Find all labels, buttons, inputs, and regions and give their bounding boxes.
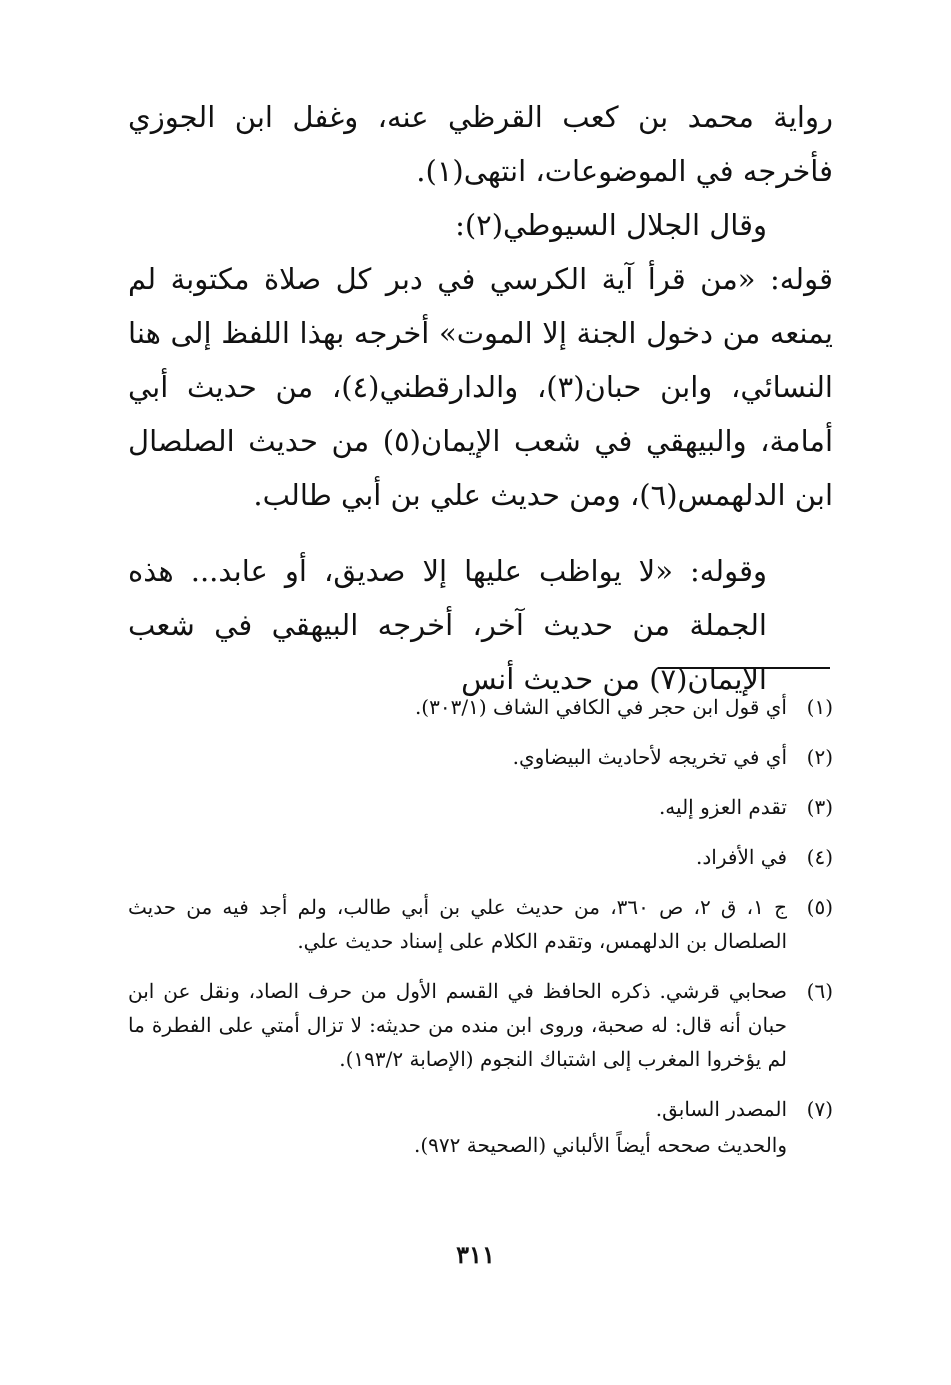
- footnotes: [128, 690, 833, 1162]
- footnote-item: [128, 974, 833, 1076]
- footnote-continuation: والحديث صححه أيضاً الألباني (الصحيحة ٩٧٢).: [414, 1133, 787, 1157]
- footnote-separator: [658, 667, 830, 669]
- footnote-text: تقدم العزو إليه.: [658, 795, 787, 819]
- paragraph: رواية محمد بن كعب القرظي عنه، وغفل ابن الجوزي فأخرجه في الموضوعات، انتهى(١).: [128, 100, 833, 188]
- footnote-number: (٢): [806, 745, 833, 769]
- footnote-number: (٧): [806, 1097, 833, 1121]
- footnote-number: (٣): [806, 795, 833, 819]
- footnote-text: ج ١، ق ٢، ص ٣٦٠، من حديث علي بن أبي طالب، ولم أجد فيه من حديث الصلصال بن الدلهمس، وتقدم الكلام على إسناد حديث علي.: [128, 895, 788, 953]
- footnote-item: [128, 890, 833, 958]
- paragraph: قوله: «من قرأ آية الكرسي في دبر كل صلاة مكتوبة لم يمنعه من دخول الجنة إلا الموت» أخرجه بهذا اللفظ إلى هنا النسائي، وابن حبان(٣)، والدارقطني(٤)، من حديث أبي أمامة، والبيهقي في شعب الإيمان(٥) من حديث الصلصال ابن الدلهمس(٦)، ومن حديث علي بن أبي طالب.: [128, 262, 833, 512]
- footnote-text: أي في تخريجه لأحاديث البيضاوي.: [512, 745, 787, 769]
- paragraph: وقوله: «لا يواظب عليها إلا صديق، أو عابد... هذه الجملة من حديث آخر، أخرجه البيهقي في شعب الإيمان(٧) من حديث أنس: [128, 554, 767, 696]
- footnote-text: صحابي قرشي. ذكره الحافظ في القسم الأول من حرف الصاد، ونقل عن ابن حبان أنه قال: له صحبة، وروى ابن منده من حديثه: لا تزال أمتي على الفطرة ما لم يؤخروا المغرب إلى اشتباك النجوم (الإصابة ١٩٣/٢).: [128, 979, 787, 1071]
- footnote-text: المصدر السابق.: [655, 1097, 787, 1121]
- footnote-number: (١): [806, 695, 833, 719]
- paragraph: وقال الجلال السيوطي(٢):: [455, 208, 767, 242]
- footnote-number: (٤): [806, 845, 833, 869]
- footnote-item: [128, 790, 833, 824]
- footnote-item: [128, 690, 833, 724]
- footnote-number: (٦): [806, 979, 833, 1003]
- footnote-item: [128, 1092, 833, 1126]
- footnote-text: في الأفراد.: [696, 845, 787, 869]
- main-text: [128, 90, 833, 706]
- footnote-number: (٥): [806, 895, 833, 919]
- footnote-item: [128, 740, 833, 774]
- footnote-item: [128, 840, 833, 874]
- footnote-text: أي قول ابن حجر في الكافي الشاف (٣٠٣/١).: [414, 695, 787, 719]
- page-number: ٣١١: [456, 1240, 495, 1269]
